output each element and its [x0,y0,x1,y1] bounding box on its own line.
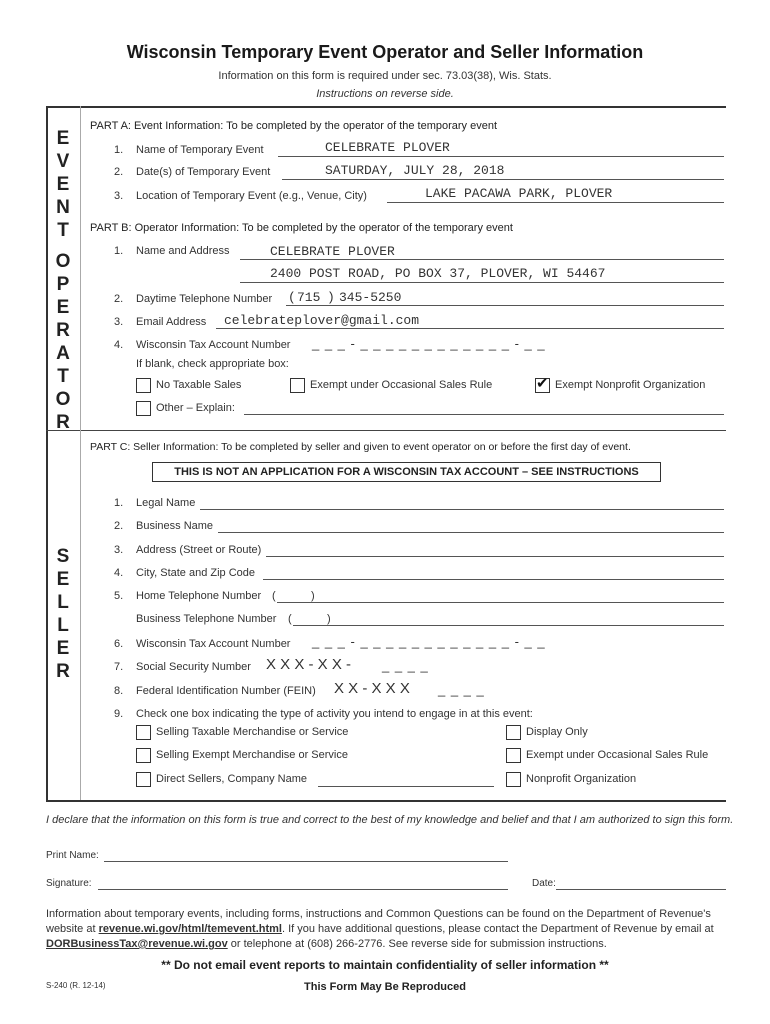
part-a-num-2: 2. [114,166,124,178]
ssn-label: Social Security Number [136,661,251,673]
taxable-merch-checkbox[interactable] [136,725,151,740]
business-name-label: Business Name [136,520,214,532]
taxable-merch-label: Selling Taxable Merchandise or Service [156,726,349,738]
display-only-checkbox[interactable] [506,725,521,740]
email-link[interactable]: DORBusinessTax@revenue.wi.gov [46,938,228,950]
blank-note: If blank, check appropriate box: [136,358,289,370]
info-paragraph [46,907,736,952]
part-a-num-1: 1. [114,144,124,156]
check-mark-icon: ✔ [536,375,549,392]
other-checkbox[interactable] [136,401,151,416]
part-c-num-2: 2. [114,520,124,532]
fein-field[interactable]: _ _ _ _ [438,682,485,697]
company-name-field[interactable] [318,786,494,787]
home-phone-paren-open: ( [272,590,276,602]
no-taxable-sales-label: No Taxable Sales [156,379,242,391]
part-b-num-1: 1. [114,245,124,257]
other-explain-field[interactable] [244,414,724,415]
print-name-label: Print Name: [46,850,99,861]
home-phone-paren-close: ) [311,590,315,602]
business-name-field[interactable] [218,532,724,533]
frame-top-border [46,106,726,108]
event-name-field[interactable] [278,156,724,157]
part-b-num-2: 2. [114,293,124,305]
temevent-link[interactable]: revenue.wi.gov/html/temevent.html [98,923,282,935]
info-text-2: . If you have additional questions, please contact the Department of Revenue by email at [281,923,714,935]
email-value: celebrateplover@gmail.com [224,313,420,328]
display-only-label: Display Only [526,726,588,738]
form-subtitle: Information on this form is required under sec. 73.03(38), Wis. Stats. [218,70,552,82]
date-field[interactable] [556,889,726,890]
part-b-heading: PART B: Operator Information: To be completed by the operator of the temporary event [90,222,513,234]
form-number: S-240 (R. 12-14) [46,981,106,990]
part-a-num-3: 3. [114,190,124,202]
part-c-num-3: 3. [114,544,124,556]
other-label: Other – Explain: [156,402,235,414]
part-c-num-8: 8. [114,685,124,697]
sidebar-operator: O P E R A T O R [55,251,71,433]
nonprofit-checkbox[interactable] [535,375,550,393]
event-location-label: Location of Temporary Event (e.g., Venue, City) [136,190,367,202]
seller-address-label: Address (Street or Route) [136,544,262,556]
operator-address-value: 2400 POST ROAD, PO BOX 37, PLOVER, WI 54467 [270,266,606,281]
home-phone-label: Home Telephone Number [136,590,262,602]
operator-name-field[interactable] [240,259,724,260]
event-name-label: Name of Temporary Event [136,144,264,156]
sidebar-seller: S E L L E R [56,546,70,682]
fein-masked: X X - X X X [334,680,410,697]
signature-label: Signature: [46,878,92,889]
section-divider [46,430,726,431]
info-text-1: Information about temporary events, including forms, instructions and Common Questions can be found on the Department of Revenue's website at [46,908,711,935]
part-b-num-4: 4. [114,339,124,351]
reproduce-note: This Form May Be Reproduced [304,981,466,993]
part-c-num-1: 1. [114,497,124,509]
seller-occasional-label: Exempt under Occasional Sales Rule [526,749,709,761]
city-state-zip-field[interactable] [263,579,724,580]
seller-tax-field[interactable]: _ _ _ - _ _ _ _ _ _ _ _ _ _ _ _ - _ _ [312,634,546,649]
not-application-banner: THIS IS NOT AN APPLICATION FOR A WISCONSIN TAX ACCOUNT – SEE INSTRUCTIONS [152,462,661,482]
exempt-merch-label: Selling Exempt Merchandise or Service [156,749,348,761]
sidebar-divider [80,106,81,800]
seller-occasional-checkbox[interactable] [506,748,521,763]
signature-field[interactable] [98,889,508,890]
part-a-heading: PART A: Event Information: To be completed by the operator of the temporary event [90,120,498,132]
daytime-phone-area-open: ( [288,290,296,305]
event-dates-label: Date(s) of Temporary Event [136,166,271,178]
part-c-heading: PART C: Seller Information: To be completed by seller and given to event operator on or before the first day of event. [90,441,631,453]
form-title: Wisconsin Temporary Event Operator and Seller Information [126,42,644,62]
nonprofit-label: Exempt Nonprofit Organization [555,379,706,391]
exempt-merch-checkbox[interactable] [136,748,151,763]
occasional-sales-label: Exempt under Occasional Sales Rule [310,379,493,391]
direct-sellers-label: Direct Sellers, Company Name [156,773,307,785]
seller-tax-label: Wisconsin Tax Account Number [136,638,291,650]
operator-name-value: CELEBRATE PLOVER [270,244,395,259]
part-c-num-6: 6. [114,638,124,650]
event-location-field[interactable] [387,202,724,203]
direct-sellers-checkbox[interactable] [136,772,151,787]
seller-nonprofit-label: Nonprofit Organization [526,773,637,785]
part-c-num-5: 5. [114,590,124,602]
sidebar-event: E V E N T [56,128,70,241]
instructions-note: Instructions on reverse side. [316,88,454,100]
info-text-3: or telephone at (608) 266-2776. See reverse side for submission instructions. [227,938,607,950]
date-label: Date: [532,878,556,889]
email-label: Email Address [136,316,207,328]
activity-label: Check one box indicating the type of activity you intend to engage in at this event: [136,708,533,720]
event-name-value: CELEBRATE PLOVER [325,140,450,155]
part-c-num-4: 4. [114,567,124,579]
operator-tax-field[interactable]: _ _ _ - _ _ _ _ _ _ _ _ _ _ _ _ - _ _ [312,336,546,351]
operator-name-label: Name and Address [136,245,230,257]
seller-nonprofit-checkbox[interactable] [506,772,521,787]
seller-address-field[interactable] [266,556,724,557]
part-c-num-9: 9. [114,708,124,720]
no-taxable-sales-checkbox[interactable] [136,378,151,393]
frame-bottom-border [46,800,726,802]
part-b-num-3: 3. [114,316,124,328]
event-dates-value: SATURDAY, JULY 28, 2018 [325,163,505,178]
declaration-text: I declare that the information on this form is true and correct to the best of my knowledge and belief and that I am authorized to sign this form. [46,814,734,826]
city-state-zip-label: City, State and Zip Code [136,567,256,579]
business-phone-paren-open: ( [288,613,292,625]
legal-name-label: Legal Name [136,497,196,509]
operator-address-field[interactable] [240,282,724,283]
business-phone-paren-close: ) [327,613,331,625]
ssn-masked: X X X - X X - [266,656,352,673]
occasional-sales-checkbox[interactable] [290,378,305,393]
business-phone-field[interactable] [293,625,724,626]
daytime-phone-value: 345-5250 [339,290,402,305]
home-phone-field[interactable] [277,602,724,603]
daytime-phone-area-close: ) [327,290,335,305]
fein-label: Federal Identification Number (FEIN) [136,685,316,697]
business-phone-label: Business Telephone Number [136,613,277,625]
legal-name-field[interactable] [200,509,724,510]
confidentiality-warning: ** Do not email event reports to maintain confidentiality of seller information ** [161,958,609,972]
daytime-phone-field[interactable] [286,305,724,306]
event-dates-field[interactable] [282,179,724,180]
email-field[interactable] [216,328,724,329]
event-location-value: LAKE PACAWA PARK, PLOVER [425,186,613,201]
daytime-phone-label: Daytime Telephone Number [136,293,273,305]
daytime-phone-area: 715 [297,290,321,305]
print-name-field[interactable] [104,861,508,862]
operator-tax-label: Wisconsin Tax Account Number [136,339,291,351]
part-c-num-7: 7. [114,661,124,673]
ssn-field[interactable]: _ _ _ _ [382,658,429,673]
